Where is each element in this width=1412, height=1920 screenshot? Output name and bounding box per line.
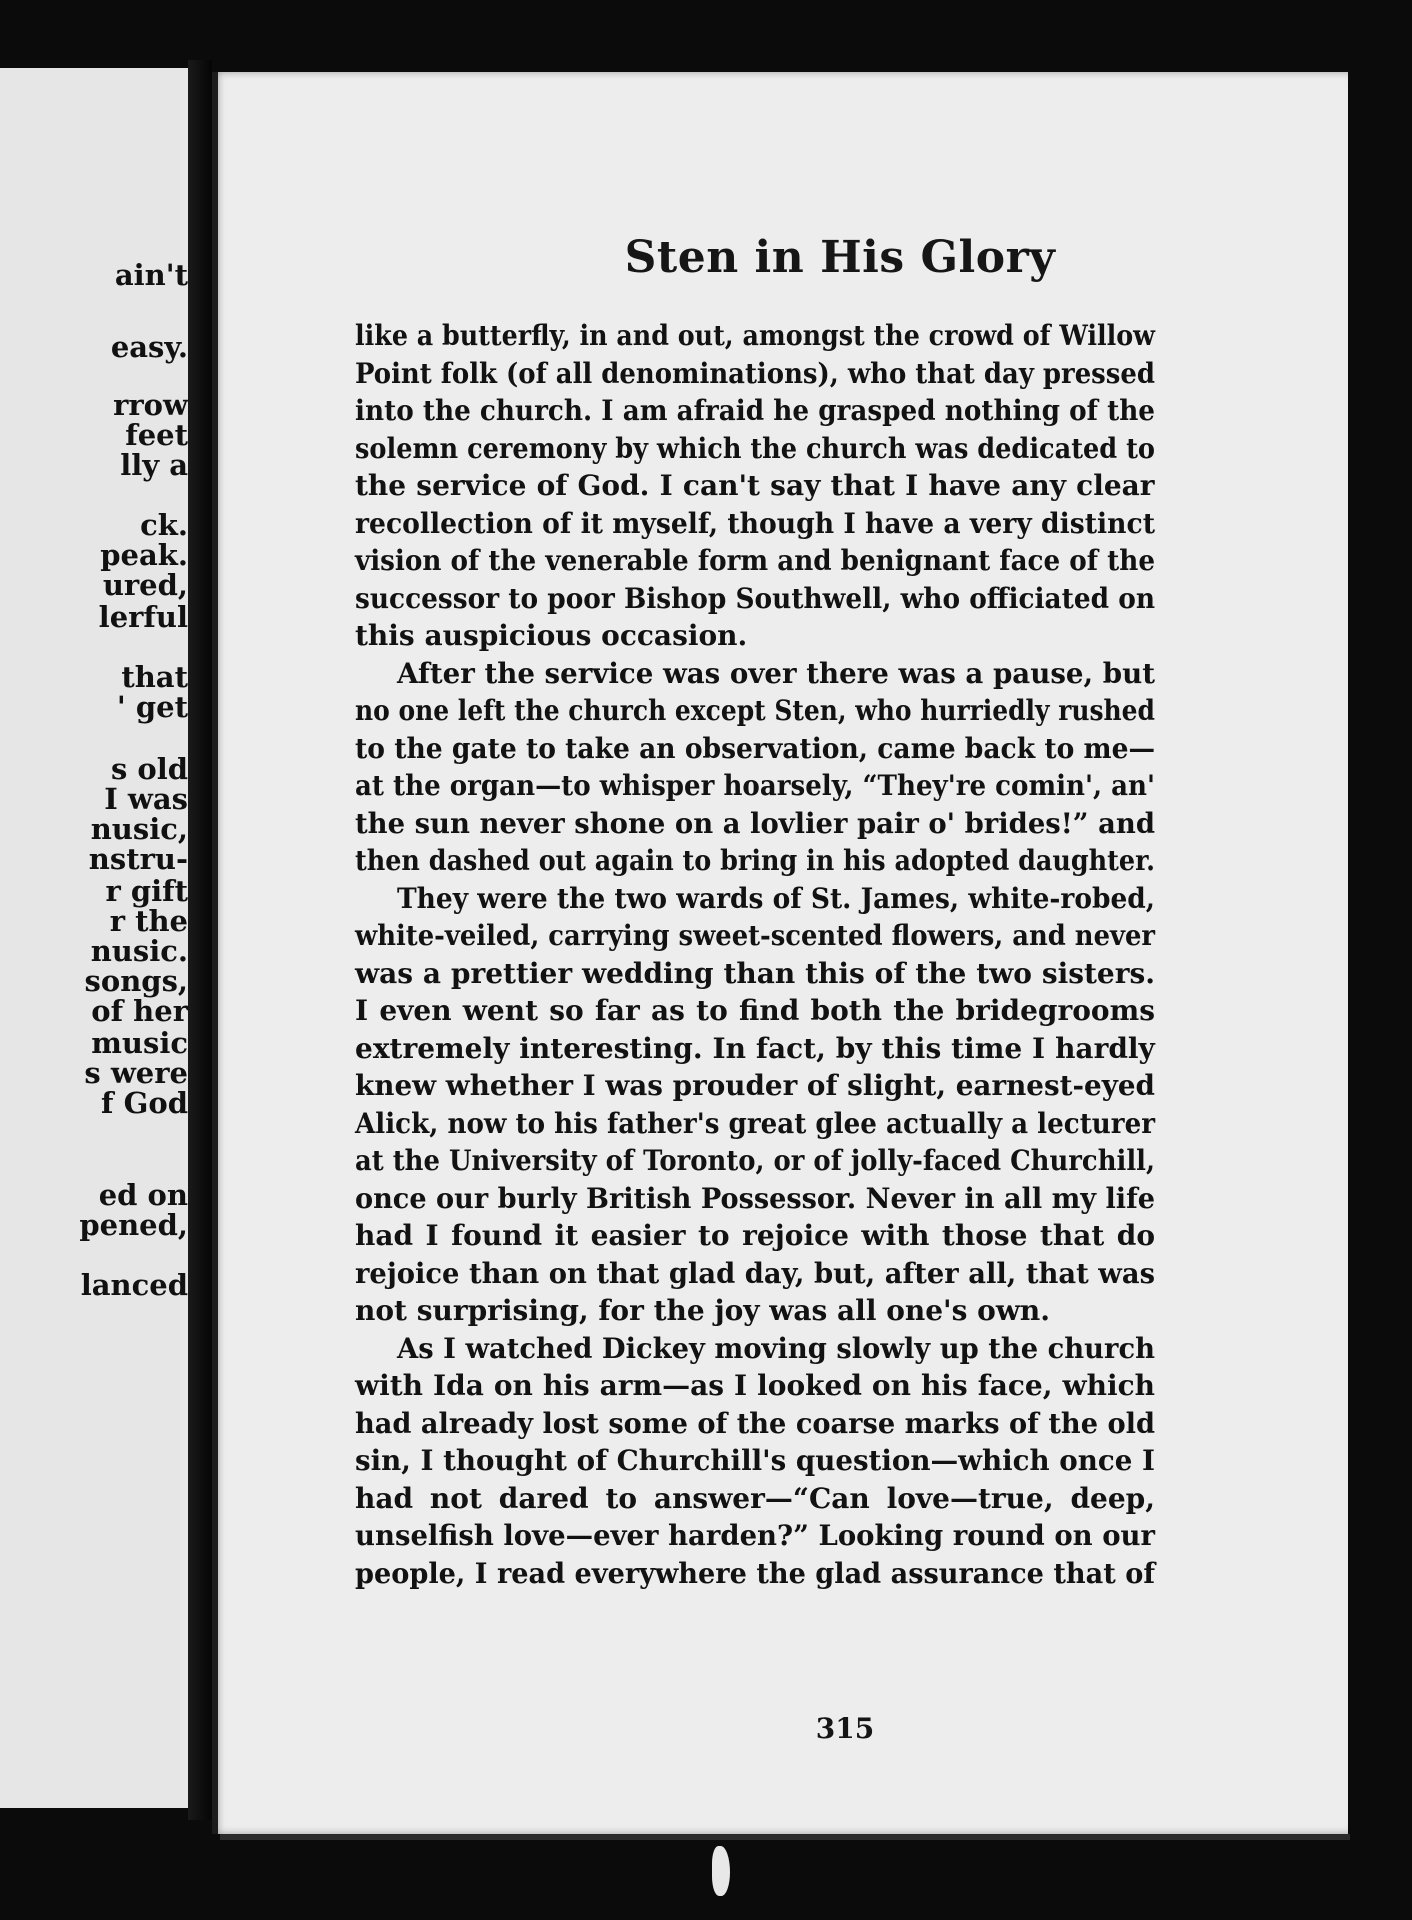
left-page-text-fragment: lanced <box>80 1268 188 1302</box>
text-line: I even went so far as to find both the bridegrooms <box>355 994 1155 1027</box>
left-page-text-fragment: f God <box>101 1086 188 1120</box>
text-line: with Ida on his arm—as I looked on his face, which <box>355 1369 1155 1402</box>
text-line: was a prettier wedding than this of the two sisters. <box>355 956 1155 990</box>
text-line: vision of the venerable form and benignant face of the <box>355 544 1155 577</box>
text-line: at the University of Toronto, or of jolly-faced Churchill, <box>355 1144 1155 1177</box>
left-page-text-fragment: r the <box>109 904 188 938</box>
text-line: like a butterfly, in and out, amongst the crowd of Willow <box>355 319 1155 352</box>
text-line: After the service was over there was a pause, but <box>397 656 1155 690</box>
text-line: not surprising, for the joy was all one's own. <box>355 1294 1051 1327</box>
text-line: rejoice than on that glad day, but, after all, that was <box>355 1256 1155 1290</box>
text-line: had I found it easier to rejoice with those that do <box>355 1219 1155 1252</box>
left-page-text-fragment: s were <box>84 1056 188 1090</box>
left-page-text-fragment: s old <box>110 752 188 786</box>
text-line: As I watched Dickey moving slowly up the church <box>397 1331 1155 1365</box>
left-page-text-fragment: r gift <box>105 874 188 908</box>
paper-tab-mark <box>712 1846 730 1896</box>
running-head: Sten in His Glory <box>624 232 1056 283</box>
text-line: the service of God. I can't say that I have any clear <box>355 469 1155 502</box>
left-page-text-fragment: lerful <box>98 600 188 634</box>
left-page-text-fragment: of her <box>91 994 188 1028</box>
page-gutter-shadow <box>188 60 212 1820</box>
left-page-text-fragment: ck. <box>140 508 188 542</box>
text-line: recollection of it myself, though I have a very distinct <box>355 506 1155 540</box>
text-line: no one left the church except Sten, who hurriedly rushed <box>355 694 1155 727</box>
text-line: the sun never shone on a lovlier pair o' brides!” and <box>355 806 1155 840</box>
text-line: knew whether I was prouder of slight, earnest-eyed <box>355 1069 1155 1102</box>
page-number: 315 <box>815 1712 875 1745</box>
page-bottom-edge <box>220 1834 1350 1840</box>
text-line: once our burly British Possessor. Never in all my life <box>355 1181 1155 1215</box>
left-facing-page <box>0 68 196 1808</box>
body-text <box>355 317 1155 1592</box>
text-line: into the church. I am afraid he grasped nothing of the <box>355 394 1155 427</box>
gutter-line <box>212 72 218 1834</box>
text-line: white-veiled, carrying sweet-scented flowers, and never <box>355 919 1155 952</box>
left-page-fragments <box>0 68 196 1808</box>
left-page-text-fragment: ed on <box>98 1178 188 1212</box>
left-page-text-fragment: nusic, <box>90 812 188 846</box>
left-page-text-fragment: peak. <box>100 538 188 572</box>
text-line: had not dared to answer—“Can love—true, deep, <box>355 1481 1155 1515</box>
left-page-text-fragment: easy. <box>110 330 188 364</box>
text-line: Alick, now to his father's great glee actually a lecturer <box>355 1106 1155 1140</box>
text-line: They were the two wards of St. James, white-robed, <box>397 881 1155 915</box>
text-line: had already lost some of the coarse marks of the old <box>355 1406 1155 1440</box>
left-page-text-fragment: ured, <box>102 568 188 602</box>
left-page-text-fragment: lly a <box>120 448 188 482</box>
left-page-text-fragment: songs, <box>84 964 188 998</box>
left-page-text-fragment: ' get <box>116 690 188 724</box>
left-page-text-fragment: that <box>121 660 188 694</box>
left-page-text-fragment: ain't <box>114 258 188 292</box>
text-line: sin, I thought of Churchill's question—which once I <box>355 1444 1155 1477</box>
left-page-text-fragment: nstru- <box>88 842 188 876</box>
text-line: to the gate to take an observation, came back to me— <box>355 731 1155 765</box>
text-line: unselfish love—ever harden?” Looking round on our <box>355 1519 1155 1552</box>
text-line: people, I read everywhere the glad assurance that of <box>355 1556 1155 1590</box>
left-page-text-fragment: music <box>91 1026 188 1060</box>
left-page-text-fragment: feet <box>125 418 188 452</box>
book-page <box>212 72 1348 1834</box>
text-line: solemn ceremony by which the church was dedicated to <box>355 431 1155 465</box>
text-line: at the organ—to whisper hoarsely, “They're comin', an' <box>355 769 1155 802</box>
text-line: extremely interesting. In fact, by this time I hardly <box>355 1031 1155 1065</box>
text-line: successor to poor Bishop Southwell, who officiated on <box>355 581 1155 615</box>
text-line: then dashed out again to bring in his adopted daughter. <box>355 844 1155 877</box>
left-page-text-fragment: rrow <box>113 388 188 422</box>
left-page-text-fragment: nusic. <box>90 934 188 968</box>
left-page-text-fragment: I was <box>104 782 188 816</box>
text-line: Point folk (of all denominations), who that day pressed <box>355 356 1155 390</box>
left-page-text-fragment: pened, <box>79 1208 188 1242</box>
text-line: this auspicious occasion. <box>355 619 748 652</box>
